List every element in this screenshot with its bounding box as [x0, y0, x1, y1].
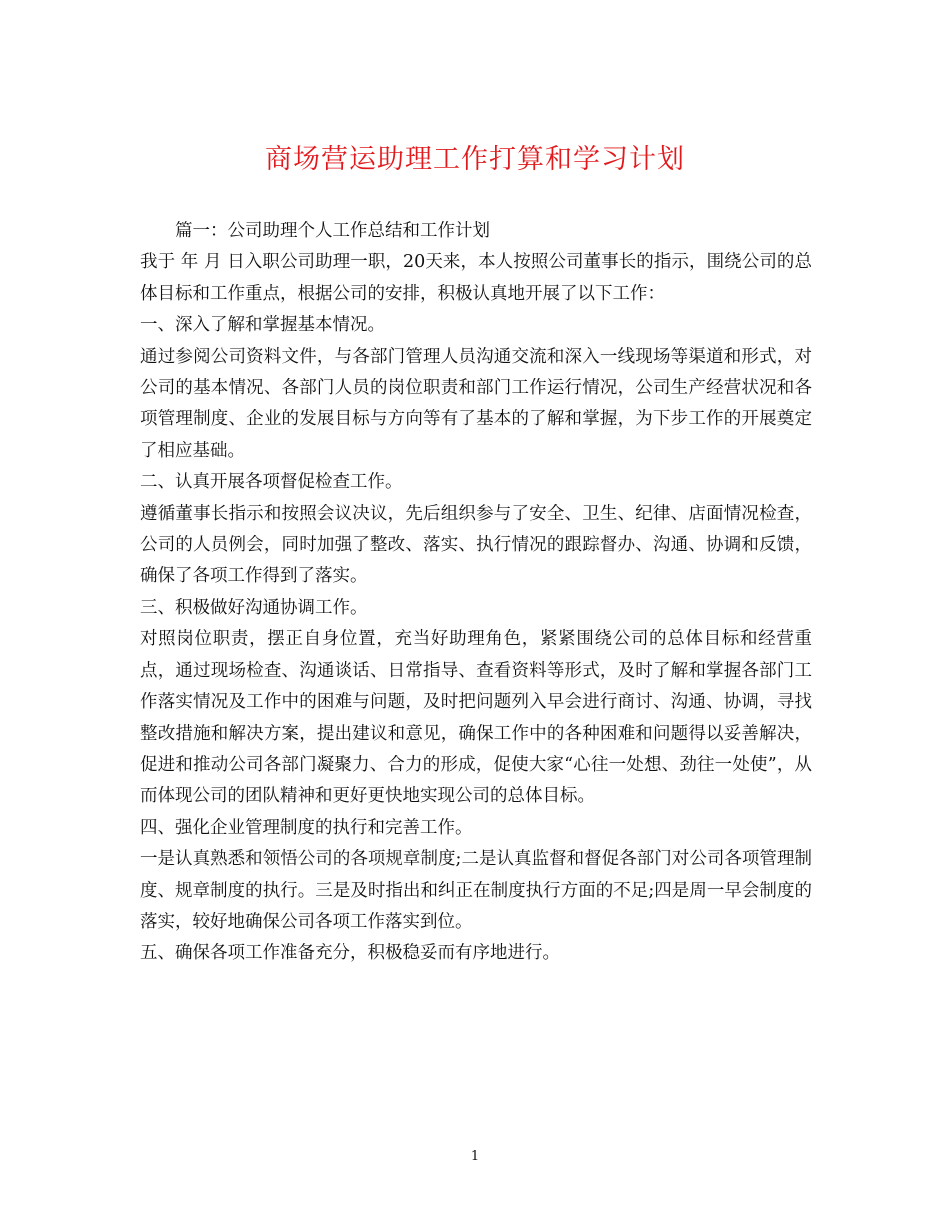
- document-title: 商场营运助理工作打算和学习计划: [265, 144, 685, 175]
- paragraph: 我于 年 月 日入职公司助理一职，20天来，本人按照公司董事长的指示，围绕公司的总体目标和工作重点，根据公司的安排，积极认真地开展了以下工作：: [140, 252, 812, 304]
- paragraph: 通过参阅公司资料文件，与各部门管理人员沟通交流和深入一线现场等渠道和形式，对公司的基本情况、各部门人员的岗位职责和部门工作运行情况，公司生产经营状况和各项管理制度、企业的发展目标与方向等有了基本的了解和掌握，为下步工作的开展奠定了相应基础。: [140, 346, 812, 461]
- document-body: [140, 216, 812, 970]
- paragraph-heading: 五、确保各项工作准备充分，积极稳妥而有序地进行。: [140, 943, 560, 964]
- paragraph: 遵循董事长指示和按照会议决议，先后组织参与了安全、卫生、纪律、店面情况检查，公司的人员例会，同时加强了整改、落实、执行情况的跟踪督办、沟通、协调和反馈，确保了各项工作得到了落实。: [140, 503, 812, 587]
- section-heading: 篇一：公司助理个人工作总结和工作计划: [175, 221, 490, 241]
- paragraph: 一是认真熟悉和领悟公司的各项规章制度;二是认真监督和督促各部门对公司各项管理制度、规章制度的执行。三是及时指出和纠正在制度执行方面的不足;四是周一早会制度的落实，较好地确保公司各项工作落实到位。: [140, 849, 812, 932]
- paragraph-heading: 一、深入了解和掌握基本情况。: [140, 315, 385, 336]
- paragraph-heading: 四、强化企业管理制度的执行和完善工作。: [140, 817, 473, 838]
- page-number: 1: [470, 1149, 480, 1164]
- paragraph-heading: 三、积极做好沟通协调工作。: [140, 597, 368, 618]
- paragraph: 对照岗位职责，摆正自身位置，充当好助理角色，紧紧围绕公司的总体目标和经营重点，通过现场检查、沟通谈话、日常指导、查看资料等形式，及时了解和掌握各部门工作落实情况及工作中的困难与问题，及时把问题列入早会进行商讨、沟通、协调，寻找整改措施和解决方案，提出建议和意见，确保工作中的各种困难和问题得以妥善解决，促进和推动公司各部门凝聚力、合力的形成，促使大家“心往一处想、劲往一处使”，从而体现公司的团队精神和更好更快地实现公司的总体目标。: [140, 629, 812, 807]
- paragraph-heading: 二、认真开展各项督促检查工作。: [140, 472, 403, 493]
